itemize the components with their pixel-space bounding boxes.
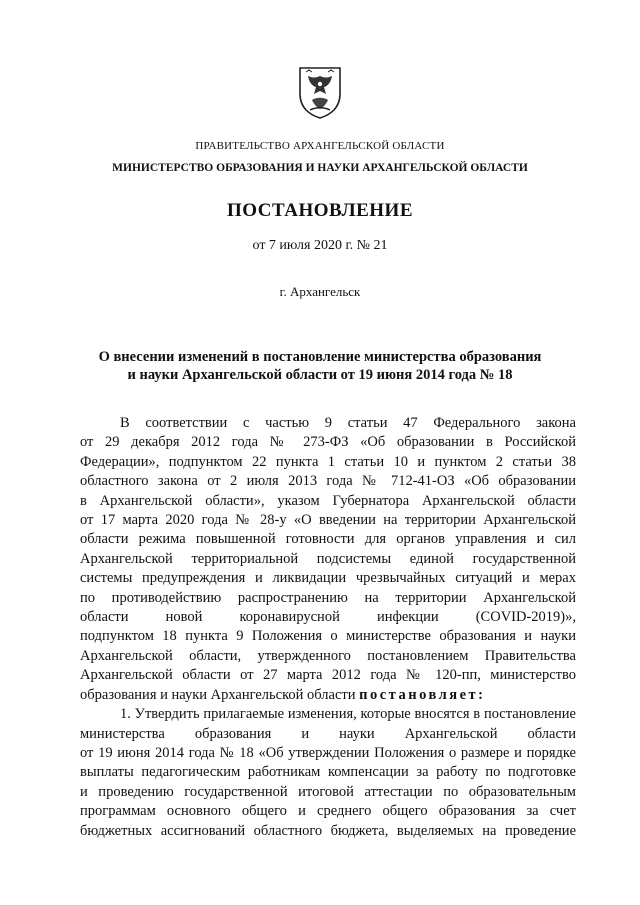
body-line: по противодействию распространению на территории Архангельской [80, 589, 576, 606]
body-line: подпунктом 18 пункта 9 Положения о министерстве образования и науки [80, 628, 576, 645]
document-body [80, 414, 576, 841]
coat-of-arms-icon [296, 64, 344, 120]
body-line: от 17 марта 2020 года № 28-у «О введении на территории Архангельской [80, 512, 576, 529]
body-line: системы предупреждения и ликвидации чрезвычайных ситуаций и мерах [80, 570, 576, 587]
body-line-final [80, 686, 576, 705]
item-line: 1. Утвердить прилагаемые изменения, которые вносятся в постановление [120, 706, 576, 723]
body-line: Федерации», подпунктом 22 пункта 1 статьи 10 и пунктом 2 статьи 38 [80, 453, 576, 470]
document-title [0, 348, 640, 384]
document-date-number: от 7 июля 2020 г. № 21 [252, 238, 388, 253]
title-line: и науки Архангельской области от 19 июня 2014 года № 18 [127, 367, 513, 383]
government-name: ПРАВИТЕЛЬСТВО АРХАНГЕЛЬСКОЙ ОБЛАСТИ [195, 140, 445, 152]
body-line: в Архангельской области», указом Губернатора Архангельской области [80, 492, 576, 509]
body-line: В соответствии с частью 9 статьи 47 Федерального закона [120, 415, 576, 431]
item-line: программам основного общего и среднего общего образования за счет [80, 803, 576, 820]
body-line: областного закона от 2 июля 2013 года № 712-41-ОЗ «Об образовании [80, 473, 576, 490]
item-line: выплаты педагогическим работникам компенсации за работу по подготовке [80, 764, 576, 781]
document-type: ПОСТАНОВЛЕНИЕ [226, 200, 414, 221]
body-line: образования и науки Архангельской области [80, 686, 356, 703]
body-line: Архангельской области, утвержденного постановлением Правительства [80, 647, 576, 664]
body-line: Архангельской области от 27 марта 2012 года № 120-пп, министерство [80, 667, 576, 684]
item-line: от 19 июня 2014 года № 18 «Об утверждении Положения о размере и порядке [80, 744, 576, 761]
title-line: О внесении изменений в постановление министерства образования [98, 349, 542, 365]
ministry-name: МИНИСТЕРСТВО ОБРАЗОВАНИЯ И НАУКИ АРХАНГЕЛЬСКОЙ ОБЛАСТИ [112, 162, 528, 174]
body-line: Архангельской территориальной подсистемы единой государственной [80, 550, 576, 567]
item-line: бюджетных ассигнований областного бюджета, выделяемых на проведение [80, 822, 576, 839]
body-line: от 29 декабря 2012 года № 273-ФЗ «Об образовании в Российской [80, 434, 576, 451]
item-line: и проведению государственной итоговой аттестации по образовательным [80, 783, 576, 800]
document-city: г. Архангельск [279, 284, 361, 299]
item-line: министерства образования и науки Архангельской области [80, 725, 576, 742]
body-line: области режима повышенной готовности для органов управления и сил [80, 531, 576, 548]
decree-word: постановляет: [359, 686, 486, 703]
body-line: области новой коронавирусной инфекции (COVID-2019)», [80, 609, 576, 626]
